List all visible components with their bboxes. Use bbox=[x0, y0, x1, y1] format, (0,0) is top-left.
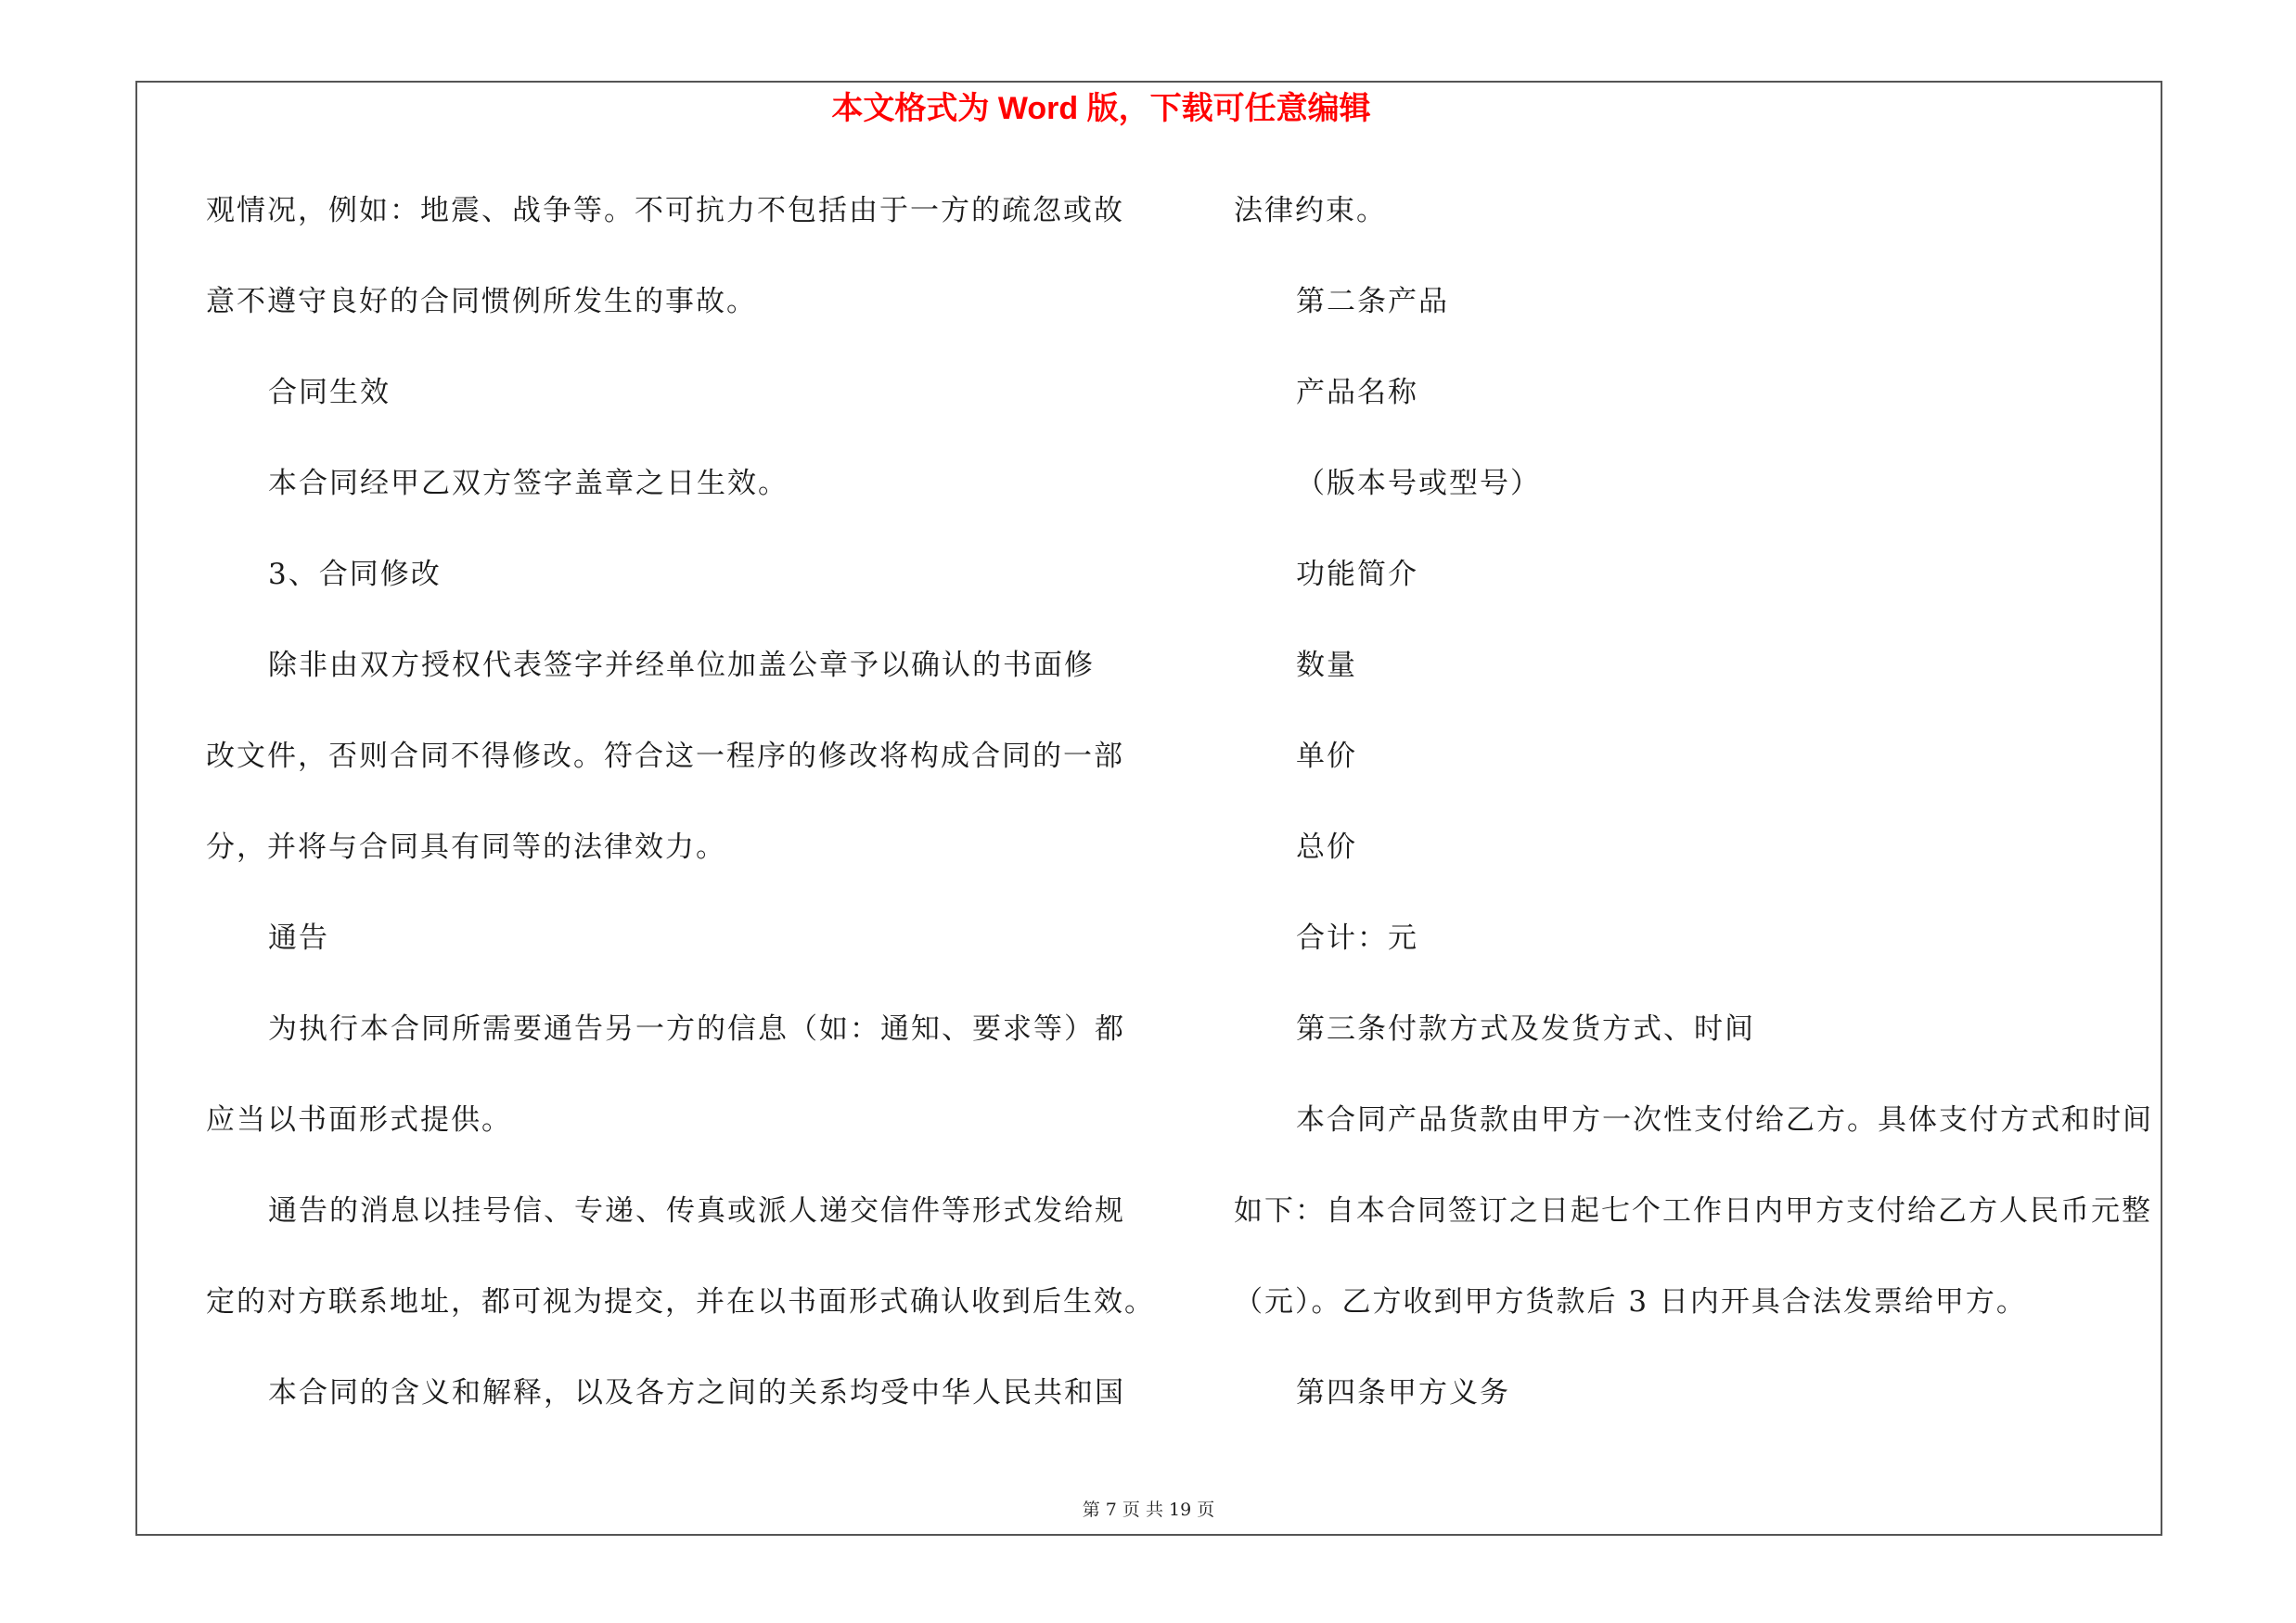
paragraph-line: 分，并将与合同具有同等的法律效力。 bbox=[206, 831, 726, 864]
left-text-column bbox=[206, 165, 1155, 1438]
paragraph-line: 观情况，例如：地震、战争等。不可抗力不包括由于一方的疏忽或故 bbox=[206, 194, 1124, 227]
paragraph-line: 为执行本合同所需要通告另一方的信息（如：通知、要求等）都 bbox=[268, 1012, 1125, 1046]
paragraph-line: 定的对方联系地址，都可视为提交，并在以书面形式确认收到后生效。 bbox=[206, 1285, 1155, 1319]
paragraph-line: 改文件，否则合同不得修改。符合这一程序的修改将构成合同的一部 bbox=[206, 740, 1124, 773]
page-number-footer: 第 7 页 共 19 页 bbox=[1082, 1500, 1215, 1520]
field-label: 合计：元 bbox=[1296, 921, 1418, 955]
field-label: 单价 bbox=[1296, 740, 1357, 773]
paragraph-line: 通告的消息以挂号信、专递、传真或派人递交信件等形式发给规 bbox=[268, 1194, 1125, 1228]
paragraph-line: 意不遵守良好的合同惯例所发生的事故。 bbox=[206, 285, 757, 318]
field-label: 数量 bbox=[1296, 649, 1357, 682]
paragraph-line: 本合同的含义和解释，以及各方之间的关系均受中华人民共和国 bbox=[268, 1376, 1125, 1410]
section-heading: 3、合同修改 bbox=[268, 558, 442, 591]
field-label: 总价 bbox=[1296, 831, 1357, 864]
section-heading: 合同生效 bbox=[268, 376, 391, 409]
right-text-column bbox=[1234, 165, 2157, 1438]
section-heading: 通告 bbox=[268, 921, 329, 955]
field-label: 功能简介 bbox=[1296, 558, 1418, 591]
paragraph-line: 本合同经甲乙双方签字盖章之日生效。 bbox=[268, 467, 789, 500]
field-label: 产品名称 bbox=[1296, 376, 1418, 409]
paragraph-line: 法律约束。 bbox=[1234, 194, 1387, 227]
paragraph-line: 如下：自本合同签订之日起七个工作日内甲方支付给乙方人民币元整 bbox=[1234, 1194, 2152, 1228]
paragraph-line: 除非由双方授权代表签字并经单位加盖公章予以确认的书面修 bbox=[268, 649, 1095, 682]
section-heading: 第四条甲方义务 bbox=[1296, 1376, 1510, 1410]
paragraph-line: （元）。乙方收到甲方货款后 3 日内开具合法发票给甲方。 bbox=[1234, 1285, 2027, 1319]
paragraph-line: 应当以书面形式提供。 bbox=[206, 1103, 512, 1137]
field-label: （版本号或型号） bbox=[1296, 467, 1541, 500]
word-format-banner: 本文格式为 Word 版，下载可任意编辑 bbox=[831, 91, 1371, 126]
section-heading: 第二条产品 bbox=[1296, 285, 1449, 318]
section-heading: 第三条付款方式及发货方式、时间 bbox=[1296, 1012, 1755, 1046]
paragraph-line: 本合同产品货款由甲方一次性支付给乙方。具体支付方式和时间 bbox=[1296, 1103, 2153, 1137]
